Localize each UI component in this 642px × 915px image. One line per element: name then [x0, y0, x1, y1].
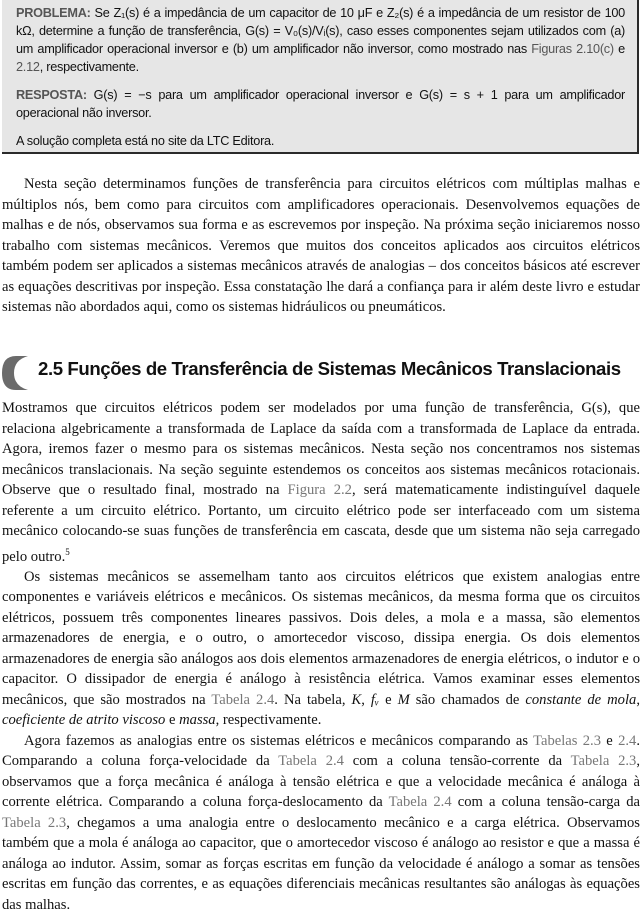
answer-label: RESPOSTA: [16, 88, 87, 102]
p2-sep-5: e [165, 712, 180, 729]
figure-link-2-10c[interactable]: Figuras 2.10(c) [531, 42, 614, 56]
symbol-m: M [397, 691, 410, 708]
problem-text: Se Z₁(s) é a impedância de um capacitor de 10 μF e Z₂(s) é a impedância de um resistor de 100 kΩ, determine a função de transferência, G(s) = V₀(s)/Vᵢ(s), caso esses componentes sejam utilizados com (a) um amplificador operacional inversor e (b) um amplificador não inversor, como mostrado nas [16, 6, 625, 56]
p2-text-b: . Na tabela, [274, 691, 352, 708]
paragraph-3 [2, 731, 640, 915]
section-heading: 2.5 Funções de Transferência de Sistemas Mecânicos Translacionais [38, 358, 621, 379]
p2-sep-1: , [361, 691, 371, 708]
p3-text-g: , chegamos a uma analogia entre o deslocamento mecânico e a carga elétrica. Observamos também que a mola é análoga ao capacitor, que o amortecedor viscoso é análogo ao resistor e que a massa é análoga ao indutor. Assim, somar as forças escritas em função da velocidade é análogo a somar as tensões escritas em função das correntes, e as equações diferenciais mecânicas resultantes são análogas às equações das malhas. [2, 814, 640, 913]
table-link-2-3b[interactable]: Tabela 2.3 [570, 753, 637, 770]
section-heading-block [2, 353, 640, 393]
term-spring-constant: constante de mola [525, 691, 637, 708]
p2-sep-2: e [379, 691, 398, 708]
term-mass: massa [179, 712, 216, 729]
intro-paragraph: Nesta seção determinamos funções de transferência para circuitos elétricos com múltiplas malhas e múltiplos nós, bem como para circuitos com amplificadores operacionais. Desenvolvemos equações de malhas e de nós, observamos sua forma e as escrevemos por inspeção. Na próxima seção iniciaremos nosso trabalho com sistemas mecânicos. Veremos que muitos dos conceitos aplicados aos circuitos elétricos também podem ser aplicados a sistemas mecânicos através de analogias – dos conceitos básicos até escrever as equações descritivas por inspeção. Essa constatação lhe dará a confiança para ir além deste livro e estudar sistemas não abordados aqui, como os sistemas hidráulicos ou pneumáticos. [2, 176, 640, 315]
table-link-2-3a[interactable]: Tabelas 2.3 [533, 732, 601, 749]
symbol-fv: fᵥ [370, 691, 380, 708]
symbol-k: K [351, 691, 362, 708]
intro-section [2, 174, 640, 318]
table-link-2-4c[interactable]: Tabela 2.4 [388, 794, 452, 811]
problem-box [2, 0, 639, 154]
p2-text-a: Os sistemas mecânicos se assemelham tanto aos circuitos elétricos que existem analogias entre componentes e variáveis elétricos e mecânicos. Os sistemas mecânicos, da mesma forma que os circuitos elétricos, possuem três componentes lineares passivos. Dois deles, a mola e a massa, são elementos armazenadores de energia, e o outro, o amortecedor viscoso, dissipa energia. Os dois elementos armazenadores de energia são análogos aos dois elementos armazenadores de energia elétricos, o indutor e o capacitor. O dissipador de energia é análogo à resistência elétrica. Vamos examinar esses elementos mecânicos, que são mostrados na [2, 568, 640, 708]
table-link-2-4a[interactable]: 2.4 [618, 732, 637, 749]
table-link-2-4b[interactable]: Tabela 2.4 [278, 753, 344, 770]
p3-text-a: Agora fazemos as analogias entre os sistemas elétricos e mecânicos comparando as [24, 732, 534, 749]
p3-text-b: e [601, 732, 619, 749]
figure-link-2-12[interactable]: 2.12 [16, 60, 40, 74]
p3-text-c: . Comparando a coluna força-velocidade da [2, 732, 640, 770]
p2-sep-3: são chamados de [409, 691, 526, 708]
problem-statement [16, 4, 625, 76]
table-link-2-3c[interactable]: Tabela 2.3 [2, 814, 67, 831]
section-tab-icon [2, 356, 28, 390]
footnote-marker[interactable]: 5 [65, 546, 70, 557]
paragraph-1 [2, 398, 640, 567]
main-section [2, 398, 640, 915]
problem-label: PROBLEMA: [16, 6, 91, 20]
p2-sep-6: , respectivamente. [215, 712, 322, 729]
figure-link-2-2[interactable]: Figura 2.2 [287, 482, 352, 498]
p3-text-d: com a coluna tensão-corrente da [343, 753, 571, 770]
solution-note: A solução completa está no site da LTC Editora. [16, 134, 275, 148]
problem-and: e [613, 42, 625, 56]
table-link-2-4[interactable]: Tabela 2.4 [211, 691, 275, 708]
p1-text-a: Mostramos que circuitos elétricos podem ser modelados por uma função de transferência, G(s), que relaciona algebricamente a transformada de Laplace da saída com a transformada de Laplace da entrada. Agora, iremos fazer o mesmo para os sistemas mecânicos. Nesta seção nos concentramos nos sistemas mecânicos translacionais. Na seção seguinte estendemos os conceitos aos sistemas mecânicos rotacionais. Observe que o resultado final, mostrado na [2, 400, 640, 498]
problem-end: , respectivamente. [39, 60, 139, 74]
p1-text-b: , será matematicamente indistinguível daquele referente a um circuito elétrico. Portanto, um circuito elétrico pode ser interfaceado com um sistema mecânico colocando-se suas funções de transferência em cascata, desde que um sistema não seja carregado pelo outro. [2, 482, 641, 565]
p2-sep-4: , [636, 691, 640, 708]
p3-text-f: com a coluna tensão-carga da [451, 794, 640, 811]
answer-text: G(s) = −s para um amplificador operacional inversor e G(s) = s + 1 para um amplificador operacional não inversor. [16, 88, 625, 120]
answer-statement [16, 86, 625, 122]
paragraph-2 [2, 567, 640, 731]
p3-text-e: , observamos que a força mecânica é análoga à tensão elétrica e que a velocidade mecânica é análoga à corrente elétrica. Comparando a coluna força-deslocamento da [2, 753, 640, 811]
term-viscous-friction: coeficiente de atrito viscoso [2, 712, 166, 729]
